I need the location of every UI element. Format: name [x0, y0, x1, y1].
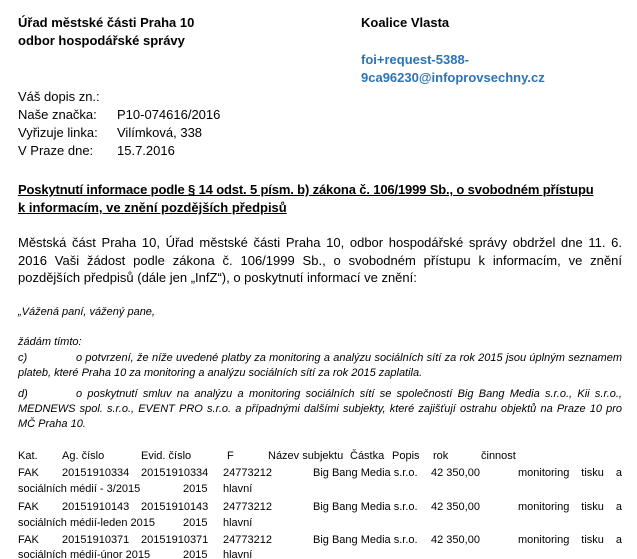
your-letter-label: Váš dopis zn.: — [18, 89, 100, 104]
col-header-ag: Ag. číslo — [62, 450, 105, 462]
cell-amount: 42 350,00 — [431, 534, 480, 546]
col-header-popis: Popis — [392, 450, 420, 462]
greeting: „Vážená paní, vážený pane, — [18, 306, 155, 318]
recipient-email-line1[interactable]: foi+request-5388- — [361, 52, 470, 67]
subject-line1: Poskytnutí informace podle § 14 odst. 5 písm. b) zákona č. 106/1999 Sb., o svobodném přístupu — [18, 182, 594, 197]
subject-line2: k informacím, ve znění pozdějších předpisů — [18, 200, 287, 215]
col-header-kat: Kat. — [18, 450, 38, 462]
col-header-amount: Částka — [350, 450, 385, 462]
our-ref-value: P10-074616/2016 — [117, 107, 221, 122]
cell-activity: monitoring tisku a — [518, 534, 622, 546]
cell-f: 24773212 — [223, 467, 272, 479]
cell-kat: FAK — [18, 534, 39, 546]
recipient-email-line2[interactable]: 9ca96230@infoprovsechny.cz — [361, 70, 545, 85]
cell-popis: hlavní — [223, 483, 253, 495]
cell-ag: 20151910371 — [62, 534, 130, 546]
cell-year: 2015 — [183, 549, 208, 559]
date-label: V Praze dne: — [18, 143, 94, 158]
recipient-name: Koalice Vlasta — [361, 15, 450, 30]
cell-kat: FAK — [18, 467, 39, 479]
cell-activity-cont: sociálních médií - 3/2015 — [18, 483, 141, 495]
item-d-text: o poskytnutí smluv na analýzu a monitoring sociálních sítí se společností Big Bang Media s.r.o., Kii s.r.o., MEDNEWS spol. s.r.o., EVENT PRO s.r.o. a případnými dalšími subjekty, které zajišťují ostrahu objektů na Praze 10 pro MČ Praha 10. — [18, 388, 622, 430]
item-d-marker: d) — [18, 388, 28, 400]
request-intro: žádám tímto: — [18, 336, 82, 348]
cell-popis: hlavní — [223, 549, 253, 559]
cell-popis: hlavní — [223, 517, 253, 529]
sender-office: Úřad městské části Praha 10 — [18, 15, 195, 30]
cell-subject: Big Bang Media s.r.o. — [313, 501, 418, 513]
handled-by-value: Vilímková, 338 — [117, 125, 203, 140]
cell-f: 24773212 — [223, 501, 272, 513]
cell-kat: FAK — [18, 501, 39, 513]
cell-ag: 20151910143 — [62, 501, 130, 513]
cell-evid: 20151910371 — [141, 534, 209, 546]
cell-ag: 20151910334 — [62, 467, 130, 479]
cell-activity: monitoring tisku a — [518, 501, 622, 513]
cell-f: 24773212 — [223, 534, 272, 546]
cell-year: 2015 — [183, 517, 208, 529]
date-value: 15.7.2016 — [117, 143, 175, 158]
cell-activity-cont: sociálních médií-leden 2015 — [18, 517, 155, 529]
col-header-f: F — [227, 450, 234, 462]
cell-evid: 20151910334 — [141, 467, 209, 479]
cell-evid: 20151910143 — [141, 501, 209, 513]
our-ref-label: Naše značka: — [18, 107, 97, 122]
cell-activity-cont: sociálních médií-únor 2015 — [18, 549, 151, 559]
col-header-cinnost: činnost — [481, 450, 516, 462]
col-header-evid: Evid. číslo — [141, 450, 192, 462]
item-c-marker: c) — [18, 352, 28, 364]
cell-year: 2015 — [183, 483, 208, 495]
cell-amount: 42 350,00 — [431, 501, 480, 513]
sender-department: odbor hospodářské správy — [18, 33, 185, 48]
intro-paragraph: Městská část Praha 10, Úřad městské části Praha 10, odbor hospodářské správy obdržel dne 11. 6. 2016 Vaši žádost podle zákona č. 106/1999 Sb., o svobodném přístupu k informacím, ve znění pozdějších předpisů (dále jen „InfZ“), o poskytnutí informací ve znění: — [18, 235, 622, 285]
handled-by-label: Vyřizuje linka: — [18, 125, 98, 140]
item-c-text: o potvrzení, že níže uvedené platby za monitoring a analýzu sociálních sítí za rok 2015 jsou úplným seznamem plateb, které Praha 10 za monitoring a analýzu sociálních sítí za rok 2015 zaplatila. — [18, 352, 622, 379]
cell-subject: Big Bang Media s.r.o. — [313, 467, 418, 479]
col-header-subject: Název subjektu — [268, 450, 344, 462]
cell-subject: Big Bang Media s.r.o. — [313, 534, 418, 546]
cell-amount: 42 350,00 — [431, 467, 480, 479]
col-header-rok: rok — [433, 450, 449, 462]
cell-activity: monitoring tisku a — [518, 467, 622, 479]
